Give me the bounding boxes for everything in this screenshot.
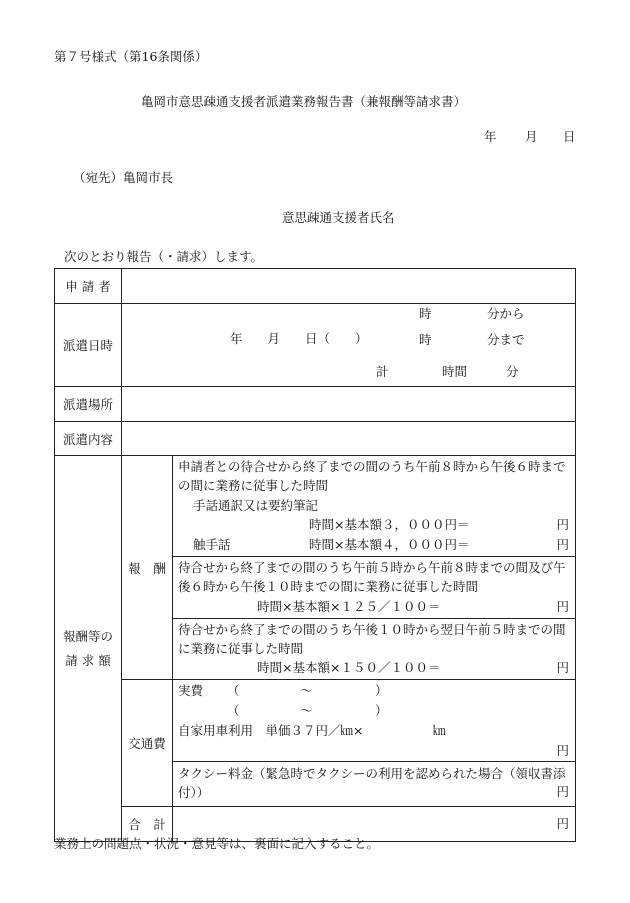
dispatch-datetime-field[interactable] [122,304,576,387]
open-paren-2: （ [227,703,240,718]
transport-actual-cell[interactable] [173,680,576,762]
to-hour-label: 時 [419,332,432,347]
place-field[interactable] [122,387,576,422]
total-hours-label: 時間 [442,364,468,379]
date-year: 年 [484,129,497,144]
night-fee-cell[interactable] [173,619,576,680]
daytime-description: 申請者との待合せから終了までの間のうち午前８時から午後６時までの間に業務に従事した時間 [178,459,566,493]
daytime-yen-1: 円 [556,517,569,532]
private-car-label: 自家用車利用 単価３７円／㎞× [178,723,364,738]
total-label: 計 [376,364,389,379]
evening-fee-cell[interactable] [173,557,576,619]
intro-text: 次のとおり報告（・請求）します。 [64,249,264,264]
evening-yen: 円 [556,599,569,614]
daytime-formula-2: 時間×基本額４，０００円＝ [309,537,470,552]
open-paren-1: （ [227,683,240,698]
form-number: 第７号様式（第16条関係） [54,49,208,64]
fees-label: 報酬等の 請 求 額 [55,456,122,842]
content-label: 派遣内容 [55,422,122,456]
grand-total-label: 合 計 [122,807,173,842]
from-minute-label: 分から [487,306,525,321]
footer-note: 業務上の問題点・状況・意見等は、裏面に記入すること。 [54,836,380,851]
supporter-name-label: 意思疎通支援者氏名 [282,210,395,225]
addressee: （宛先）亀岡市長 [73,170,174,185]
applicant-field[interactable] [122,269,576,304]
daytime-fee-cell[interactable] [173,456,576,557]
tilde-2: 〜 [300,703,313,718]
night-description: 待合せから終了までの間のうち午後１０時から翌日午前５時までの間に業務に従事した時間 [178,622,566,656]
dispatch-date-line: 年 月 日（ ） [230,331,368,346]
document-title: 亀岡市意思疎通支援者派遣業務報告書（兼報酬等請求書） [141,94,467,109]
transport-yen: 円 [556,743,569,758]
close-paren-1: ） [375,683,388,698]
grand-total-yen: 円 [556,816,569,831]
date-month: 月 [525,129,538,144]
sign-language-label: 手話通訳又は要約筆記 [193,498,319,513]
taxi-fee-cell[interactable] [173,762,576,807]
content-field[interactable] [122,422,576,456]
transport-label: 交通費 [122,680,173,807]
evening-formula: 時間×基本額×１２５／１００＝ [257,599,441,614]
applicant-label: 申 請 者 [55,269,122,304]
evening-description: 待合せから終了までの間のうち午前５時から午前８時までの間及び午後６時から午後１０時までの間に業務に従事した時間 [178,560,566,594]
from-hour-label: 時 [419,306,432,321]
tactile-sign-label: 触手話 [193,537,231,552]
daytime-yen-2: 円 [556,537,569,552]
actual-cost-label: 実費 [178,683,204,698]
dispatch-datetime-label: 派遣日時 [55,304,122,387]
total-minutes-label: 分 [506,364,519,379]
taxi-yen: 円 [556,784,569,799]
night-yen: 円 [556,660,569,675]
date-day: 日 [563,129,576,144]
km-unit: ㎞ [433,723,446,738]
place-label: 派遣場所 [55,387,122,422]
daytime-formula-1: 時間×基本額３，０００円＝ [309,517,470,532]
close-paren-2: ） [375,703,388,718]
night-formula: 時間×基本額×１５０／１００＝ [257,660,441,675]
taxi-description: タクシー料金（緊急時でタクシーの利用を認められた場合（領収書添付）） [178,766,566,800]
remuneration-label: 報 酬 [122,456,173,680]
tilde-1: 〜 [300,683,313,698]
report-table [54,268,576,842]
to-minute-label: 分まで [487,332,525,347]
